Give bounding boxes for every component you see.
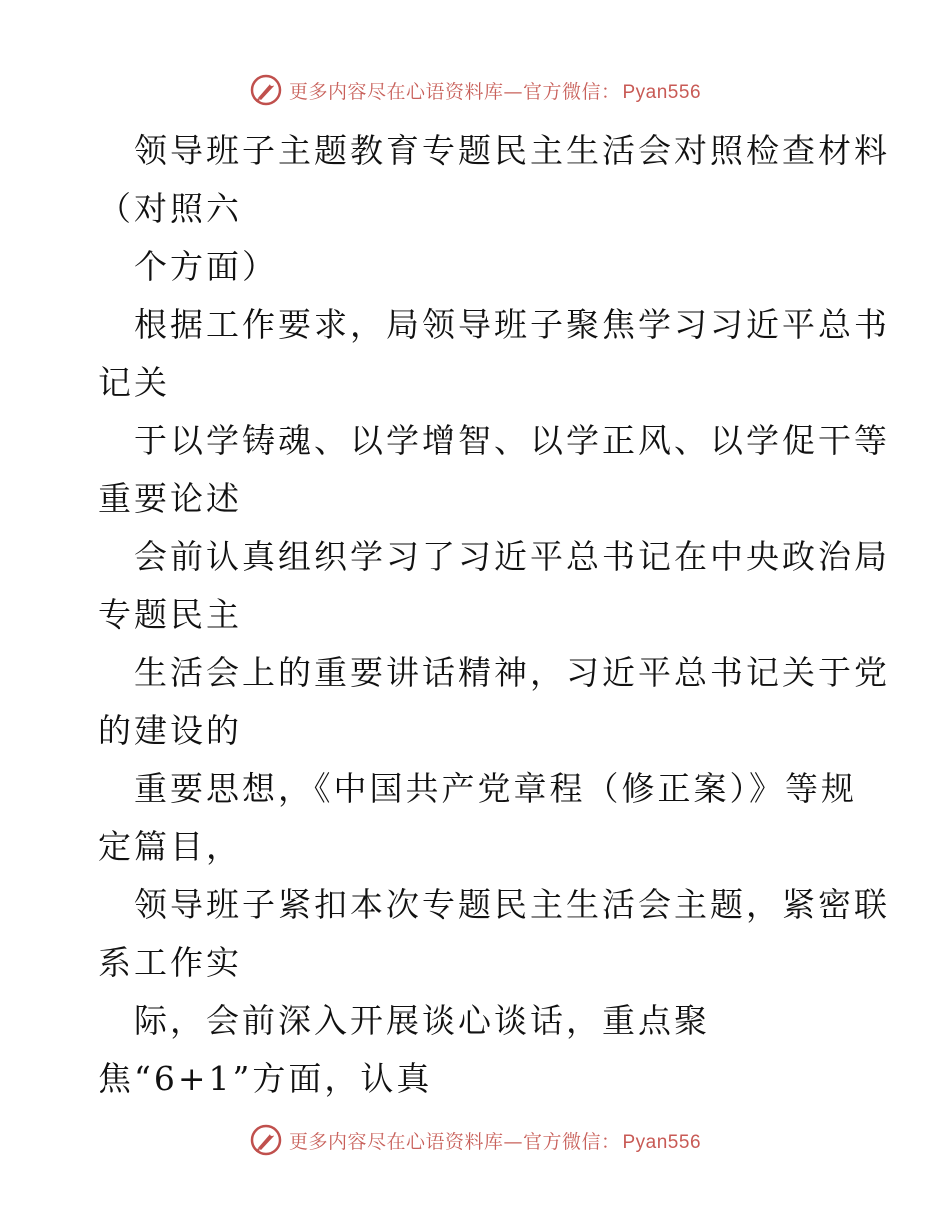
document-body <box>98 122 890 1108</box>
watermark-text: 更多内容尽在心语资料库—官方微信： Pyan556 <box>288 1130 702 1153</box>
text-line: 于以学铸魂、以学增智、以学正风、以学促干等 <box>134 421 890 460</box>
text-line: 系工作实 <box>98 943 242 982</box>
text-line: 领导班子主题教育专题民主生活会对照检查材料 <box>134 131 890 170</box>
text-line: 定篇目， <box>98 827 242 866</box>
pen-logo-icon <box>249 73 283 107</box>
footer-watermark <box>0 1120 950 1160</box>
text-line: 焦“6+1”方面，认真 <box>98 1059 433 1098</box>
text-line: 个方面） <box>134 247 278 286</box>
text-line: 专题民主 <box>98 595 242 634</box>
text-line: （对照六 <box>98 189 242 228</box>
text-line: 重要论述 <box>98 479 242 518</box>
text-line: 领导班子紧扣本次专题民主生活会主题，紧密联 <box>134 885 890 924</box>
text-line: 重要思想，《中国共产党章程（修正案）》等规 <box>134 769 857 808</box>
text-line: 际，会前深入开展谈心谈话，重点聚 <box>134 1001 710 1040</box>
text-line: 记关 <box>98 363 170 402</box>
text-line: 的建设的 <box>98 711 242 750</box>
text-line: 生活会上的重要讲话精神，习近平总书记关于党 <box>134 653 890 692</box>
header-watermark <box>0 70 950 110</box>
text-line: 根据工作要求，局领导班子聚焦学习习近平总书 <box>134 305 890 344</box>
text-line: 会前认真组织学习了习近平总书记在中央政治局 <box>134 537 890 576</box>
pen-logo-icon <box>249 1123 283 1157</box>
watermark-text: 更多内容尽在心语资料库—官方微信： Pyan556 <box>288 80 702 103</box>
